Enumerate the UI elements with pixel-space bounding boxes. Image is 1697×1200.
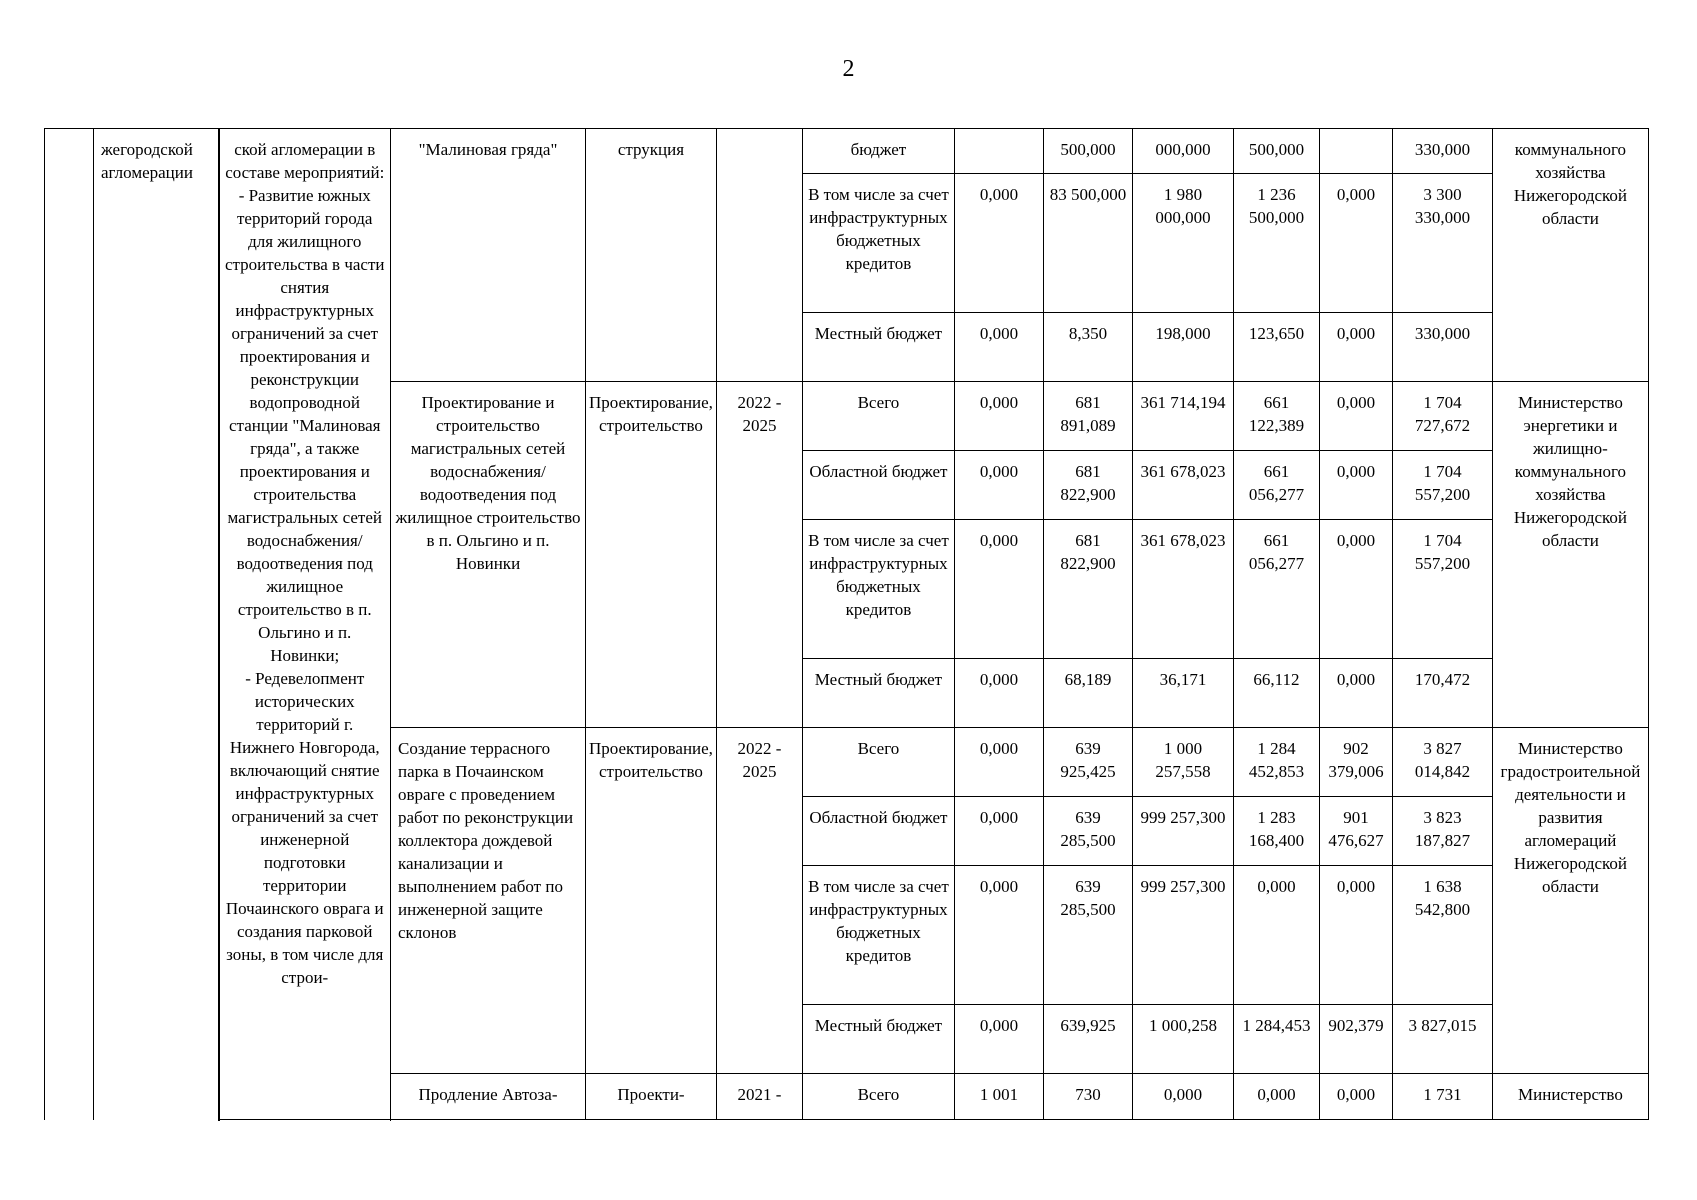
funding-source-cell: бюджет	[802, 129, 954, 174]
object-name-cell: Создание террасного парка в Почаинском овраге с проведением работ по реконструкции коллектора дождевой канализации и выполнением работ по инженерной защите склонов	[391, 728, 586, 1074]
value-cell: 1 000 257,558	[1132, 728, 1233, 797]
value-cell: 361 678,023	[1132, 451, 1233, 520]
object-name-cell: "Малиновая гряда"	[391, 129, 586, 382]
object-name-cell: Продление Автоза-	[391, 1074, 586, 1120]
responsible-cell: Министерство	[1492, 1074, 1648, 1120]
period-cell: 2021 -	[716, 1074, 802, 1120]
value-cell: 0,000	[1319, 382, 1392, 451]
value-cell: 902 379,006	[1319, 728, 1392, 797]
value-cell: 123,650	[1233, 313, 1319, 382]
work-type-cell: Проекти-	[586, 1074, 717, 1120]
value-cell: 1 001	[954, 1074, 1043, 1120]
funding-source-cell: Местный бюджет	[802, 1005, 954, 1074]
work-type-cell: струкция	[586, 129, 717, 382]
value-cell: 0,000	[954, 1005, 1043, 1074]
value-cell: 1 283 168,400	[1233, 797, 1319, 866]
funding-source-cell: В том числе за счет инфраструктурных бюджетных кредитов	[802, 174, 954, 313]
value-cell: 999 257,300	[1132, 866, 1233, 1005]
value-cell: 0,000	[954, 520, 1043, 659]
total-cell: 3 823 187,827	[1392, 797, 1492, 866]
funding-source-cell: Всего	[802, 382, 954, 451]
value-cell: 0,000	[1319, 659, 1392, 728]
value-cell: 1 284 452,853	[1233, 728, 1319, 797]
total-cell: 3 827 014,842	[1392, 728, 1492, 797]
program-table	[44, 128, 1649, 1120]
value-cell: 1 000,258	[1132, 1005, 1233, 1074]
value-cell: 639 285,500	[1043, 866, 1132, 1005]
total-cell: 330,000	[1392, 129, 1492, 174]
value-cell: 500,000	[1043, 129, 1132, 174]
total-cell: 3 300 330,000	[1392, 174, 1492, 313]
total-cell: 3 827,015	[1392, 1005, 1492, 1074]
value-cell: 0,000	[954, 728, 1043, 797]
value-cell: 661 122,389	[1233, 382, 1319, 451]
total-cell: 330,000	[1392, 313, 1492, 382]
value-cell: 0,000	[954, 659, 1043, 728]
value-cell: 361 714,194	[1132, 382, 1233, 451]
value-cell: 1 284,453	[1233, 1005, 1319, 1074]
value-cell: 36,171	[1132, 659, 1233, 728]
total-cell: 1 638 542,800	[1392, 866, 1492, 1005]
responsible-cell: коммунального хозяйства Нижегородской области	[1492, 129, 1648, 382]
value-cell: 901 476,627	[1319, 797, 1392, 866]
total-cell: 1 704 727,672	[1392, 382, 1492, 451]
value-cell: 83 500,000	[1043, 174, 1132, 313]
value-cell: 0,000	[1319, 174, 1392, 313]
value-cell: 661 056,277	[1233, 451, 1319, 520]
responsible-cell: Министерство энергетики и жилищно-коммунального хозяйства Нижегородской области	[1492, 382, 1648, 728]
total-cell: 1 704 557,200	[1392, 451, 1492, 520]
total-cell: 1 731	[1392, 1074, 1492, 1120]
funding-source-cell: В том числе за счет инфраструктурных бюджетных кредитов	[802, 520, 954, 659]
funding-source-cell: Всего	[802, 1074, 954, 1120]
value-cell: 0,000	[1132, 1074, 1233, 1120]
value-cell: 0,000	[1319, 451, 1392, 520]
value-cell: 639 285,500	[1043, 797, 1132, 866]
program-name-cell	[94, 129, 219, 1120]
value-cell: 0,000	[954, 451, 1043, 520]
value-cell: 0,000	[954, 797, 1043, 866]
value-cell	[954, 129, 1043, 174]
program-name-text: жегородской агломерации	[101, 140, 193, 182]
funding-source-cell: Всего	[802, 728, 954, 797]
value-cell: 0,000	[954, 866, 1043, 1005]
value-cell: 8,350	[1043, 313, 1132, 382]
period-cell	[716, 129, 802, 382]
activities-description-cell	[219, 129, 391, 1120]
value-cell: 681 822,900	[1043, 451, 1132, 520]
value-cell: 730	[1043, 1074, 1132, 1120]
funding-source-cell: Областной бюджет	[802, 797, 954, 866]
value-cell: 0,000	[1319, 1074, 1392, 1120]
funding-source-cell: Областной бюджет	[802, 451, 954, 520]
value-cell: 0,000	[1319, 866, 1392, 1005]
value-cell: 68,189	[1043, 659, 1132, 728]
value-cell: 000,000	[1132, 129, 1233, 174]
value-cell: 0,000	[1319, 313, 1392, 382]
funding-source-cell: Местный бюджет	[802, 313, 954, 382]
responsible-cell: Министерство градостроительной деятельности и развития агломераций Нижегородской области	[1492, 728, 1648, 1074]
value-cell: 0,000	[1319, 520, 1392, 659]
column-number-cell	[45, 129, 94, 1120]
work-type-cell: Проектирование, строительство	[586, 728, 717, 1074]
value-cell: 1 980 000,000	[1132, 174, 1233, 313]
value-cell: 1 236 500,000	[1233, 174, 1319, 313]
value-cell	[1319, 129, 1392, 174]
value-cell: 681 891,089	[1043, 382, 1132, 451]
funding-source-cell: В том числе за счет инфраструктурных бюджетных кредитов	[802, 866, 954, 1005]
value-cell: 500,000	[1233, 129, 1319, 174]
funding-source-cell: Местный бюджет	[802, 659, 954, 728]
period-cell: 2022 - 2025	[716, 382, 802, 728]
value-cell: 0,000	[954, 382, 1043, 451]
value-cell: 361 678,023	[1132, 520, 1233, 659]
value-cell: 902,379	[1319, 1005, 1392, 1074]
value-cell: 639 925,425	[1043, 728, 1132, 797]
activities-description-text: ской агломерации в составе мероприятий: - Развитие южных территорий города для жилищного строительства в части снятия инфраструктурных ограничений за счет проектирования и реконструкции водопроводной станции "Малиновая гряда", а также проектирования и строительства магистральных сетей водоснабжения/водоотведения под жилищное строительство в п. Ольгино и п. Новинки; - Редевелопмент исторических территорий г. Нижнего Новгорода, включающий снятие инфраструктурных ограничений за счет инженерной подготовки территории Почаинского оврага и создания парковой зоны, в том числе для строи-	[224, 140, 385, 987]
value-cell: 661 056,277	[1233, 520, 1319, 659]
value-cell: 639,925	[1043, 1005, 1132, 1074]
value-cell: 198,000	[1132, 313, 1233, 382]
total-cell: 170,472	[1392, 659, 1492, 728]
value-cell: 0,000	[1233, 1074, 1319, 1120]
total-cell: 1 704 557,200	[1392, 520, 1492, 659]
period-cell: 2022 - 2025	[716, 728, 802, 1074]
page-number: 2	[842, 56, 855, 82]
value-cell: 999 257,300	[1132, 797, 1233, 866]
value-cell: 0,000	[954, 174, 1043, 313]
object-name-cell: Проектирование и строительство магистральных сетей водоснабжения/водоотведения под жилищное строительство в п. Ольгино и п. Новинки	[391, 382, 586, 728]
value-cell: 681 822,900	[1043, 520, 1132, 659]
value-cell: 0,000	[1233, 866, 1319, 1005]
value-cell: 66,112	[1233, 659, 1319, 728]
value-cell: 0,000	[954, 313, 1043, 382]
work-type-cell: Проектирование, строительство	[586, 382, 717, 728]
